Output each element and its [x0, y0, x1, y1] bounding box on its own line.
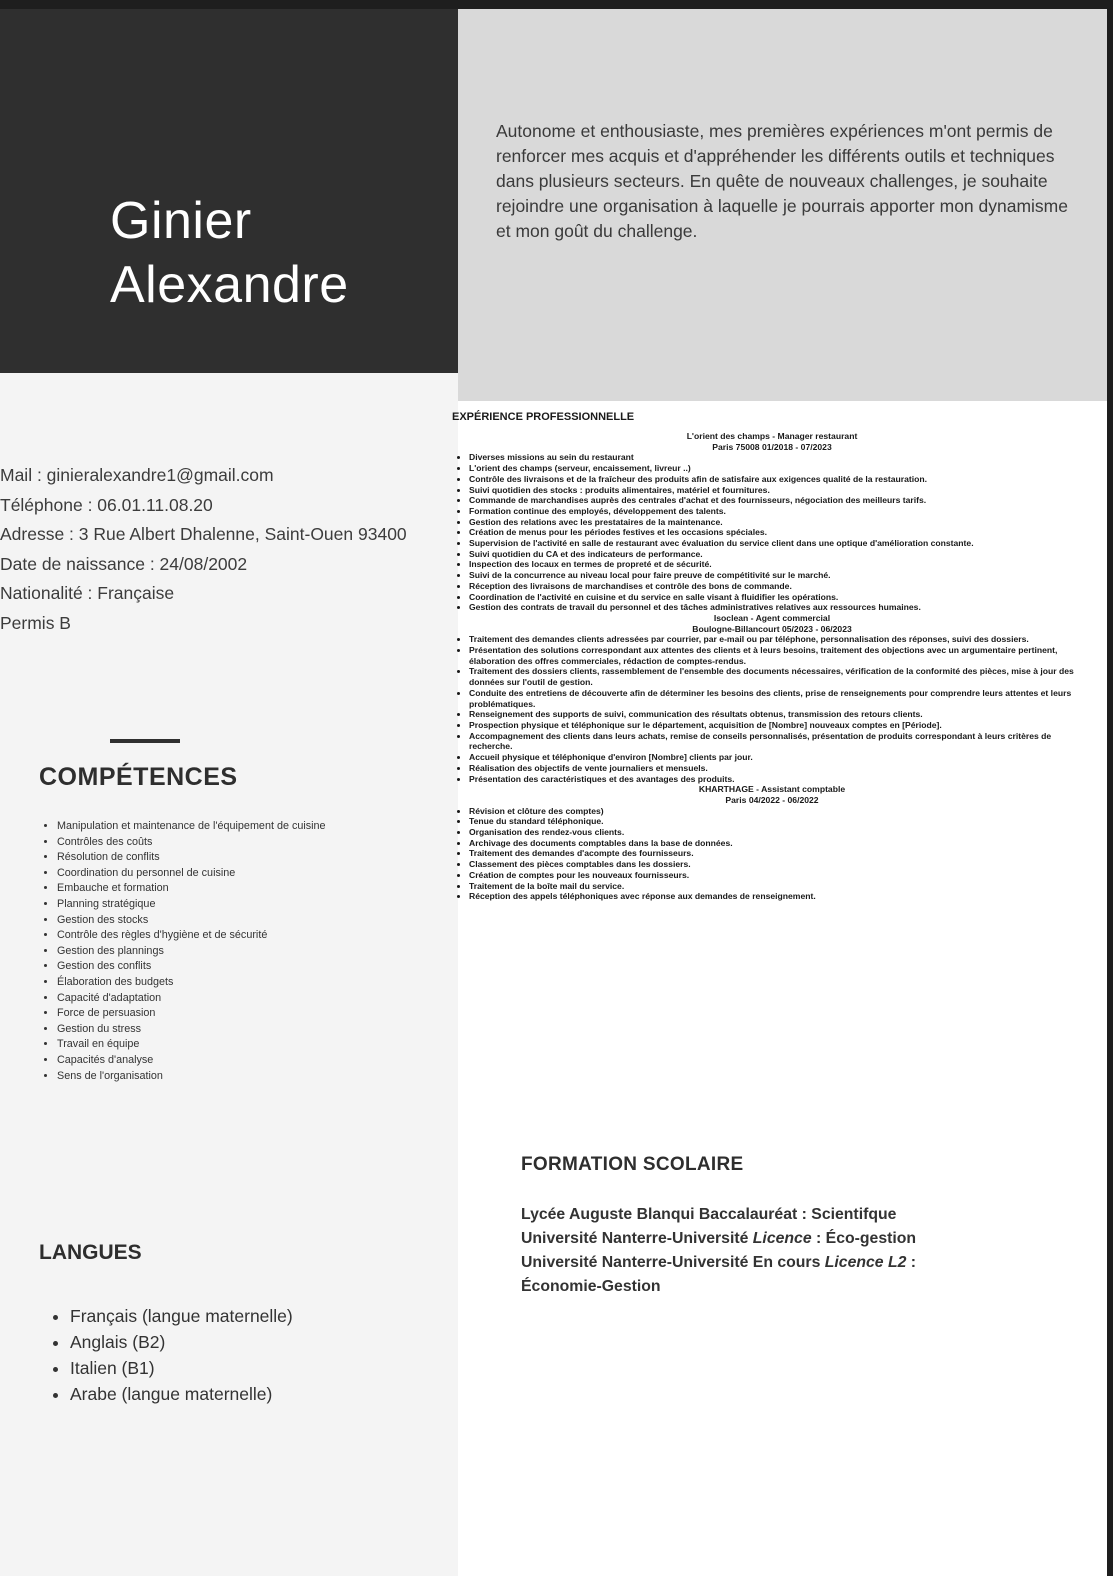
job-task: • Supervision de l'activité en salle de restaurant avec évaluation du service client dans une optique d'amélioration constante.: [469, 538, 1092, 549]
job-task: • Présentation des solutions correspondant aux attentes des clients et à leurs besoins, traitement des objections avec un argumentaire pertinent, élaboration des offres commerciales, rédaction de comptes-rendus.: [469, 645, 1092, 666]
language-item: • Arabe (langue maternelle): [70, 1381, 293, 1407]
job-task: • Tenue du standard téléphonique.: [469, 816, 1092, 827]
language-item: • Français (langue maternelle): [70, 1303, 293, 1329]
job-task: • Création de comptes pour les nouveaux fournisseurs.: [469, 870, 1092, 881]
job-task: • Traitement des dossiers clients, rassemblement de l'ensemble des documents nécessaires, vérification de la conformité des pièces, mise à jour des données sur l'outil de gestion.: [469, 666, 1092, 687]
right-frame: [1107, 0, 1113, 1576]
top-frame: [0, 0, 1113, 9]
job-heading: KHARTHAGE - Assistant comptable: [698, 784, 846, 795]
job-tasks: [452, 806, 1092, 902]
job-task: • Création de menus pour les périodes festives et les occasions spéciales.: [469, 527, 1092, 538]
skill-item: • Gestion des conflits: [57, 959, 326, 975]
language-item: • Anglais (B2): [70, 1329, 293, 1355]
skills-list: [38, 819, 326, 1084]
skill-item: • Sens de l'organisation: [57, 1069, 326, 1085]
job-location-dates: Boulogne-Billancourt 05/2023 - 06/2023: [692, 623, 852, 634]
experience-section: [452, 410, 1092, 902]
experience-title: EXPÉRIENCE PROFESSIONNELLE: [452, 411, 635, 423]
job-task: • Formation continue des employés, développement des talents.: [469, 506, 1092, 517]
job-task: • Traitement des demandes d'acompte des fournisseurs.: [469, 848, 1092, 859]
skill-item: • Capacité d'adaptation: [57, 991, 326, 1007]
first-name: Ginier: [110, 192, 252, 250]
job-location-dates: Paris 75008 01/2018 - 07/2023: [712, 441, 832, 452]
skill-item: • Coordination du personnel de cuisine: [57, 866, 326, 882]
job-task: • Contrôle des livraisons et de la fraîcheur des produits afin de satisfaire aux exigences qualité de la restauration.: [469, 474, 1092, 485]
left-column: [0, 373, 458, 1576]
job-task: • Organisation des rendez-vous clients.: [469, 827, 1092, 838]
job-task: • Gestion des relations avec les prestataires de la maintenance.: [469, 517, 1092, 528]
profile-summary: Autonome et enthousiaste, mes premières expériences m'ont permis de renforcer mes acquis et d'appréhender les différents outils et techniques dans plusieurs secteurs. En quête de nouveaux challenges, je souhaite rejoindre une organisation à laquelle je pourrais apporter mon dynamisme et mon goût du challenge.: [496, 121, 1068, 241]
contact-phone: Téléphone : 06.01.11.08.20: [0, 494, 213, 515]
job-task: • Traitement de la boîte mail du service.: [469, 881, 1092, 892]
skill-item: • Résolution de conflits: [57, 850, 326, 866]
job-task: • Accueil physique et téléphonique d'environ [Nombre] clients par jour.: [469, 752, 1092, 763]
skill-item: • Gestion des plannings: [57, 944, 326, 960]
skill-item: • Planning stratégique: [57, 897, 326, 913]
job-task: • Traitement des demandes clients adressées par courrier, par e-mail ou par téléphone, personnalisation des réponses, suivi des dossiers.: [469, 634, 1092, 645]
formation-item: Université Nanterre-Université En cours Licence L2 : Économie-Gestion: [521, 1254, 917, 1295]
job-task: • Révision et clôture des comptes): [469, 806, 1092, 817]
job-task: • Suivi quotidien des stocks : produits alimentaires, matériel et fournitures.: [469, 485, 1092, 496]
job-task: • Conduite des entretiens de découverte afin de déterminer les besoins des clients, prise de renseignements pour comprendre leurs attentes et leurs problématiques.: [469, 688, 1092, 709]
languages-title: LANGUES: [39, 1241, 142, 1264]
contact-birthdate: Date de naissance : 24/08/2002: [0, 553, 248, 574]
name-header: [0, 9, 458, 373]
contact-address: Adresse : 3 Rue Albert Dhalenne, Saint-Ouen 93400: [0, 524, 407, 544]
resume-page: [0, 9, 1107, 1576]
job-task: • Prospection physique et téléphonique sur le département, acquisition de [Nombre] nouveaux comptes en [Période].: [469, 720, 1092, 731]
job-task: • Réception des livraisons de marchandises et contrôle des bons de commande.: [469, 581, 1092, 592]
job-task: • Diverses missions au sein du restaurant: [469, 452, 1092, 463]
job-task: • Coordination de l'activité en cuisine et du service en salle visant à fluidifier les opérations.: [469, 592, 1092, 603]
job-task: • Archivage des documents comptables dans la base de données.: [469, 838, 1092, 849]
job-task: • Accompagnement des clients dans leurs achats, remise de conseils personnalisés, présentation de produits correspondant à leurs critères de recherche.: [469, 731, 1092, 752]
last-name: Alexandre: [110, 256, 349, 314]
job-tasks: [452, 452, 1092, 613]
language-item: • Italien (B1): [70, 1355, 293, 1381]
contact-license: Permis B: [0, 612, 71, 633]
skill-item: • Capacités d'analyse: [57, 1053, 326, 1069]
job-heading: L'orient des champs - Manager restaurant: [686, 431, 858, 441]
job-location-dates: Paris 04/2022 - 06/2022: [725, 794, 819, 805]
skills-title: COMPÉTENCES: [39, 763, 238, 791]
formation-title: FORMATION SCOLAIRE: [521, 1154, 744, 1175]
job-task: • Renseignement des supports de suivi, communication des résultats obtenus, transmission des retours clients.: [469, 709, 1092, 720]
skill-item: • Contrôle des règles d'hygiène et de sécurité: [57, 928, 326, 944]
skill-item: • Gestion du stress: [57, 1022, 326, 1038]
job-task: • Réception des appels téléphoniques avec réponse aux demandes de renseignement.: [469, 891, 1092, 902]
formation-item: Lycée Auguste Blanqui Baccalauréat : Scientifque: [521, 1206, 897, 1223]
skill-item: • Manipulation et maintenance de l'équipement de cuisine: [57, 819, 326, 835]
job-task: • Inspection des locaux en termes de propreté et de sécurité.: [469, 559, 1092, 570]
job-tasks: [452, 634, 1092, 784]
formation-list: [521, 1203, 971, 1299]
contact-info: [0, 461, 440, 638]
candidate-name: [110, 189, 349, 317]
job-heading: Isoclean - Agent commercial: [713, 612, 831, 623]
skill-item: • Élaboration des budgets: [57, 975, 326, 991]
section-divider: [110, 739, 180, 743]
skill-item: • Contrôles des coûts: [57, 835, 326, 851]
job-task: • Réalisation des objectifs de vente journaliers et mensuels.: [469, 763, 1092, 774]
job-task: • Présentation des caractéristiques et des avantages des produits.: [469, 774, 1092, 785]
job-task: • Commande de marchandises auprès des centrales d'achat et des fournisseurs, négociation des meilleurs tarifs.: [469, 495, 1092, 506]
contact-mail: Mail : ginieralexandre1@gmail.com: [0, 465, 274, 485]
job-task: • L'orient des champs (serveur, encaissement, livreur ..): [469, 463, 1092, 474]
summary-header: [458, 9, 1107, 401]
job-task: • Gestion des contrats de travail du personnel et des tâches administratives relatives aux ressources humaines.: [469, 602, 1092, 613]
skill-item: • Embauche et formation: [57, 881, 326, 897]
contact-nationality: Nationalité : Française: [0, 583, 175, 603]
skill-item: • Gestion des stocks: [57, 913, 326, 929]
job-task: • Suivi de la concurrence au niveau local pour faire preuve de compétitivité sur le marché.: [469, 570, 1092, 581]
job-task: • Suivi quotidien du CA et des indicateurs de performance.: [469, 549, 1092, 560]
languages-list: [50, 1303, 293, 1407]
skill-item: • Force de persuasion: [57, 1006, 326, 1022]
job-task: • Classement des pièces comptables dans les dossiers.: [469, 859, 1092, 870]
skill-item: • Travail en équipe: [57, 1037, 326, 1053]
formation-item: Université Nanterre-Université Licence : Éco-gestion: [521, 1230, 917, 1247]
